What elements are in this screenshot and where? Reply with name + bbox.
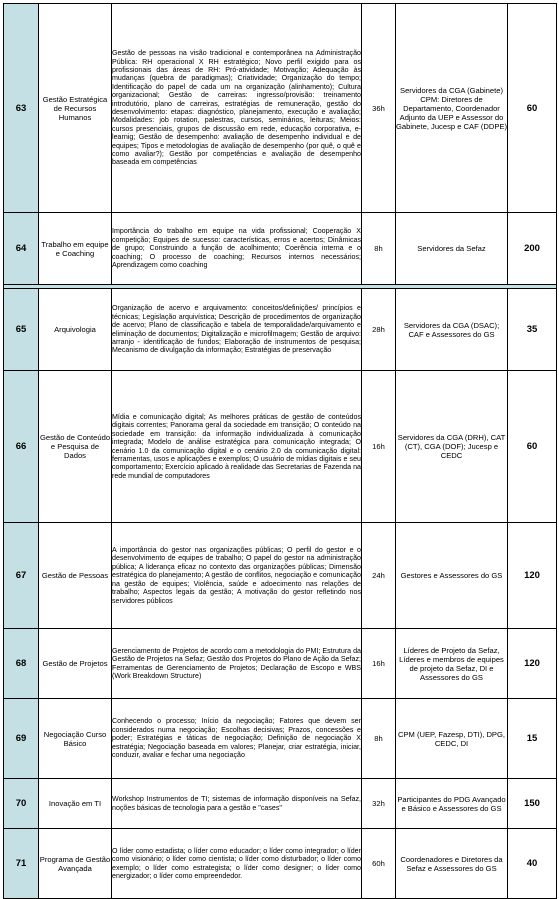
table-row [4, 371, 557, 523]
course-hours: 36h [362, 4, 396, 213]
table-row [4, 699, 557, 779]
target-audience: Gestores e Assessores do GS [396, 523, 508, 629]
course-number: 68 [4, 629, 39, 699]
course-number: 63 [4, 4, 39, 213]
seat-count: 200 [508, 213, 557, 285]
seat-count: 120 [508, 629, 557, 699]
course-number: 65 [4, 289, 39, 371]
course-hours: 8h [362, 699, 396, 779]
course-number: 67 [4, 523, 39, 629]
table-row [4, 289, 557, 371]
course-hours: 32h [362, 779, 396, 829]
table-row [4, 4, 557, 213]
table-row [4, 779, 557, 829]
course-name: Inovação em TI [39, 779, 112, 829]
target-audience: Participantes do PDG Avançado e Básico e Assessores do GS [396, 779, 508, 829]
target-audience: Servidores da Sefaz [396, 213, 508, 285]
course-number: 66 [4, 371, 39, 523]
target-audience: Servidores da CGA (Gabinete) CPM: Diretores de Departamento, Coordenador Adjunto da UEP e Assessor do Gabinete, Jucesp e CAF (DDPE) [396, 4, 508, 213]
course-content: Mídia e comunicação digital; As melhores práticas de gestão de conteúdos digitais correntes; Panorama geral da sociedade em transição; O conteúdo na sociedade em transição: da informação individualizada à comunicação integrada; Modelo de análise estratégica para comunicação integrada; O cenário 1.0 da comunicação digital e o cenário 2.0 da comunicação digital: ferramentas, usos e aplicações e exemplos; O usuário de mídias digitais e seu comportamento; Exercício aplicado à realidade das Secretarias de Fazenda na rede mundial de computadores [112, 371, 362, 523]
seat-count: 120 [508, 523, 557, 629]
course-content: O líder como estadista; o líder como educador; o líder como integrador; o líder como visionário; o líder como cientista; o líder como disturbador; o líder como exemplo; o líder como estrategista; o líder como designer; o líder como energizador; o líder como empreendedor. [112, 829, 362, 899]
course-hours: 60h [362, 829, 396, 899]
table-row [4, 829, 557, 899]
table-row [4, 629, 557, 699]
course-content: Importância do trabalho em equipe na vida profissional; Cooperação X competição; Equipes de sucesso: características, erros e acertos; Dinâmicas de grupo; Construindo a função de acolhimento; Coerência interna e o coaching; O processo de coaching; Recursos internos necessários; Aprendizagem como coaching [112, 213, 362, 285]
seat-count: 60 [508, 4, 557, 213]
target-audience: Coordenadores e Diretores da Sefaz e Assessores do GS [396, 829, 508, 899]
seat-count: 15 [508, 699, 557, 779]
seat-count: 40 [508, 829, 557, 899]
course-hours: 16h [362, 371, 396, 523]
course-content: Gestão de pessoas na visão tradicional e contemporânea na Administração Pública: RH operacional X RH estratégico; Novo perfil exigido para os profissionais das áreas de RH: Pró-atividade; Motivação; Adequação às mudanças (quebra de paradigmas); Criatividade; Organização do tempo; Identificação do papel de cada um na organização (alinhamento); Cultura organizacional; Gestão de carreiras: ingresso/provisão: treinamento introdutório, plano de carreiras, estratégias de remuneração, gestão do desenvolvimento: etapas: diagnóstico, planejamento, execução e avaliação; Modalidades: job rotation, palestras, cursos, seminários, leituras; Meios: cursos presenciais, grupos de discussão em rede, educação corporativa, e-learnig; Gestão de desempenho: avaliação de desempenho individual e de equipes; Tipos e metodologias de avaliação de desempenho (por quê, o quê e como avaliar?); Gestão por competências e avaliação de desempenho baseada em competências [112, 4, 362, 213]
course-hours: 8h [362, 213, 396, 285]
course-content: Conhecendo o processo; Início da negociação; Fatores que devem ser considerados numa negociação; Escolhas decisivas; Prazos, concessões e poder; Estratégias e táticas de negociação; Definição de negociação X estratégia; Negociação baseada em valores; Planejar, criar estratégia, iniciar, conduzir, avaliar e fechar uma negociação [112, 699, 362, 779]
courses-table [3, 3, 557, 899]
course-hours: 16h [362, 629, 396, 699]
seat-count: 35 [508, 289, 557, 371]
course-name: Negociação Curso Básico [39, 699, 112, 779]
course-hours: 24h [362, 523, 396, 629]
course-content: Organização de acervo e arquivamento: conceitos/definições/ princípios e técnicas; Legislação arquivística; Descrição de procedimentos de organização de acervo; Plano de classificação e tabela de temporalidade/arquivamento e eliminação de documentos; Digitalização e microfilmagem; Gestão de arquivo: arranjo - identificação de fundos; Elaboração de instrumentos de pesquisa; Mecanismo de divulgação da informação; Estratégias de preservação [112, 289, 362, 371]
course-name: Gestão de Projetos [39, 629, 112, 699]
course-number: 64 [4, 213, 39, 285]
course-number: 71 [4, 829, 39, 899]
target-audience: Servidores da CGA (DRH), CAT (CT), CGA (DOF); Jucesp e CEDC [396, 371, 508, 523]
target-audience: CPM (UEP, Fazesp, DTI), DPG, CEDC, DI [396, 699, 508, 779]
target-audience: Líderes de Projeto da Sefaz, Líderes e membros de equipes de projeto da Sefaz, DI e Assessores do GS [396, 629, 508, 699]
table-row [4, 213, 557, 285]
course-number: 69 [4, 699, 39, 779]
course-content: Gerenciamento de Projetos de acordo com a metodologia do PMI; Estrutura da Gestão de Projetos na Sefaz; Gestão dos Projetos do Plano de Ação da Sefaz; Ferramentas de Gerenciamento de Projetos; Declaração de Escopo e WBS (Work Breakdown Structure) [112, 629, 362, 699]
course-name: Gestão de Pessoas [39, 523, 112, 629]
course-number: 70 [4, 779, 39, 829]
course-content: Workshop Instrumentos de TI; sistemas de informação disponíveis na Sefaz, noções básicas de tecnologia para a gestão e "cases" [112, 779, 362, 829]
course-name: Gestão de Conteúdo e Pesquisa de Dados [39, 371, 112, 523]
course-name: Arquivologia [39, 289, 112, 371]
course-hours: 28h [362, 289, 396, 371]
seat-count: 150 [508, 779, 557, 829]
course-name: Programa de Gestão Avançada [39, 829, 112, 899]
seat-count: 60 [508, 371, 557, 523]
course-name: Gestão Estratégica de Recursos Humanos [39, 4, 112, 213]
table-row [4, 523, 557, 629]
course-name: Trabalho em equipe e Coaching [39, 213, 112, 285]
target-audience: Servidores da CGA (DSAC); CAF e Assessores do GS [396, 289, 508, 371]
course-content: A importância do gestor nas organizações públicas; O perfil do gestor e o desenvolvimento de equipes de trabalho; O papel do gestor na administração pública; A liderança eficaz no contexto das organizações públicas; Dimensão estratégica do planejamento; A gestão de conflitos, negociação e comunicação na gestão de equipes; Violência, saúde e adoecimento nas relações de trabalho; Aspectos legais da gestão; A motivação do gestor refletindo nos servidores públicos [112, 523, 362, 629]
